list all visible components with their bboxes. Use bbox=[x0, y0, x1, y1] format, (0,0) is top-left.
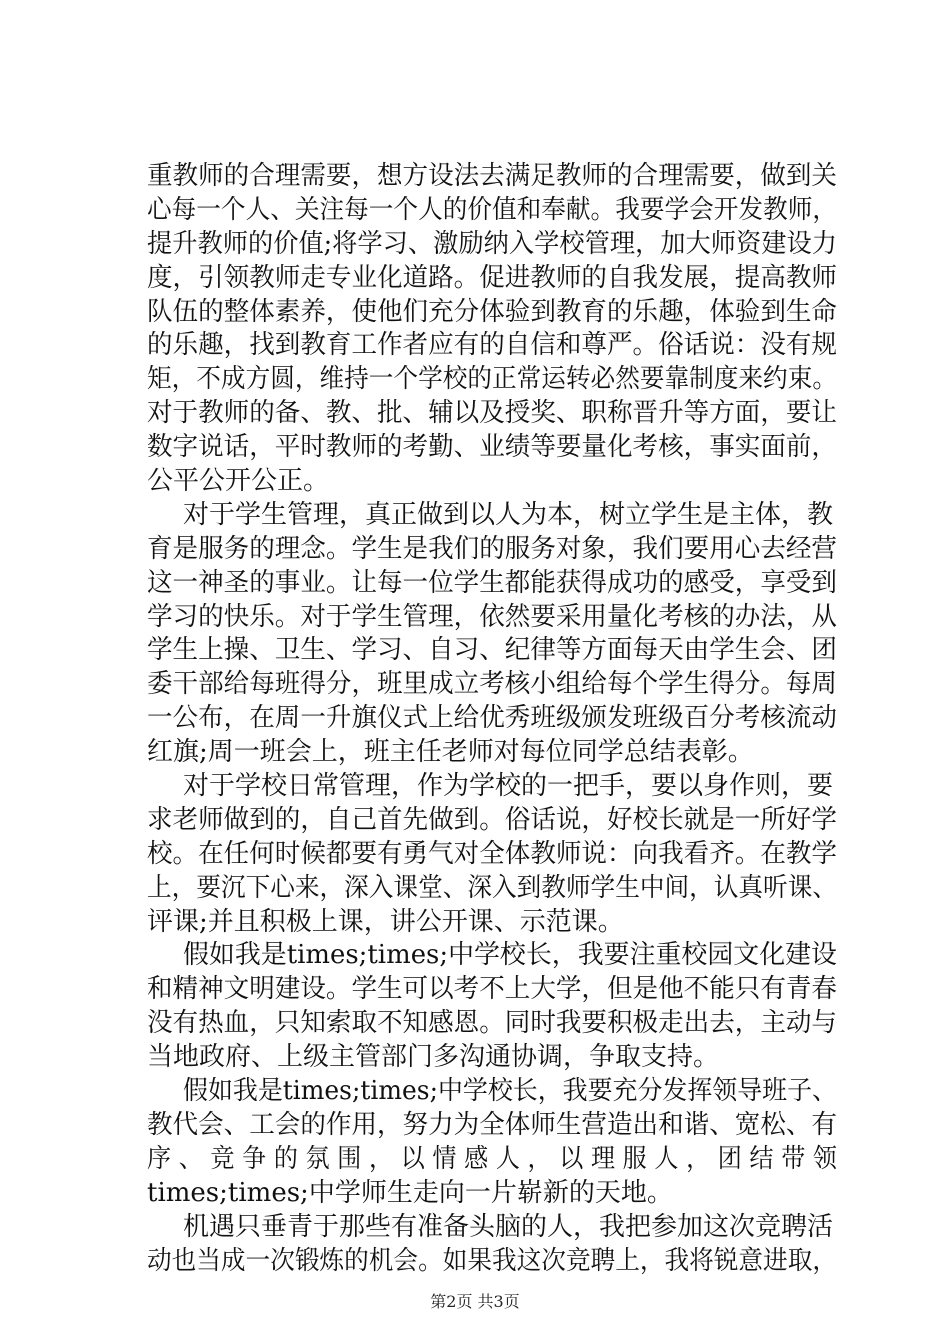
text-line: times;times;中学师生走向一片崭新的天地。 bbox=[147, 1177, 673, 1208]
text-line: 度，引领教师走专业化道路。促进教师的自我发展，提高教师 bbox=[147, 262, 837, 293]
paragraph-first-line: 对于学生管理，真正做到以人为本，树立学生是主体，教 bbox=[183, 499, 834, 530]
text-line: 学生上操、卫生、学习、自习、纪律等方面每天由学生会、团 bbox=[147, 635, 837, 666]
text-line: 一公布，在周一升旗仪式上给优秀班级颁发班级百分考核流动 bbox=[147, 703, 837, 734]
text-line: 红旗;周一班会上，班主任老师对每位同学总结表彰。 bbox=[147, 737, 754, 768]
text-line: 序 、 竞 争 的 氛 围 ， 以 情 感 人 ， 以 理 服 人 ， 团 结 带 领 bbox=[147, 1143, 837, 1174]
text-line: 重教师的合理需要，想方设法去满足教师的合理需要，做到关 bbox=[147, 161, 837, 191]
paragraph-first-line: 假如我是times;times;中学校长，我要注重校园文化建设 bbox=[183, 940, 837, 971]
body-text bbox=[147, 160, 837, 1278]
text-line: 当地政府、上级主管部门多沟通协调，争取支持。 bbox=[147, 1042, 720, 1073]
text-line: 上，要沉下心来，深入课堂、深入到教师学生中间，认真听课、 bbox=[147, 872, 837, 903]
paragraph-first-line: 机遇只垂青于那些有准备头脑的人，我把参加这次竞聘活 bbox=[183, 1211, 834, 1242]
text-line: 动也当成一次锻炼的机会。如果我这次竞聘上，我将锐意进取， bbox=[147, 1245, 837, 1276]
text-line: 提升教师的价值;将学习、激励纳入学校管理，加大师资建设力 bbox=[147, 228, 837, 259]
text-line: 求老师做到的，自己首先做到。俗话说，好校长就是一所好学 bbox=[147, 804, 837, 835]
text-line: 对于教师的备、教、批、辅以及授奖、职称晋升等方面，要让 bbox=[147, 398, 837, 429]
text-line: 矩，不成方圆，维持一个学校的正常运转必然要靠制度来约束。 bbox=[147, 364, 837, 395]
text-line: 这一神圣的事业。让每一位学生都能获得成功的感受，享受到 bbox=[147, 567, 837, 598]
text-line: 心每一个人、关注每一个人的价值和奉献。我要学会开发教师， bbox=[147, 194, 837, 225]
text-line: 队伍的整体素养，使他们充分体验到教育的乐趣，体验到生命 bbox=[147, 296, 837, 327]
text-line: 教代会、工会的作用，努力为全体师生营造出和谐、宽松、有 bbox=[147, 1109, 837, 1140]
text-line: 没有热血，只知索取不知感恩。同时我要积极走出去，主动与 bbox=[147, 1008, 837, 1039]
text-line: 数字说话，平时教师的考勤、业绩等要量化考核，事实面前， bbox=[147, 432, 837, 463]
page-footer: 第2页 共3页 bbox=[430, 1292, 520, 1311]
text-line: 和精神文明建设。学生可以考不上大学，但是他不能只有青春 bbox=[147, 974, 837, 1005]
text-line: 委干部给每班得分，班里成立考核小组给每个学生得分。每周 bbox=[147, 669, 837, 700]
text-line: 学习的快乐。对于学生管理，依然要采用量化考核的办法，从 bbox=[147, 601, 837, 632]
paragraph-first-line: 假如我是times;times;中学校长，我要充分发挥领导班子、 bbox=[183, 1076, 837, 1107]
text-line: 育是服务的理念。学生是我们的服务对象，我们要用心去经营 bbox=[147, 533, 837, 564]
paragraph-first-line: 对于学校日常管理，作为学校的一把手，要以身作则，要 bbox=[183, 771, 834, 802]
text-line: 公平公开公正。 bbox=[147, 466, 330, 497]
text-line: 的乐趣，找到教育工作者应有的自信和尊严。俗话说：没有规 bbox=[147, 330, 837, 361]
text-line: 校。在任何时候都要有勇气对全体教师说：向我看齐。在教学 bbox=[147, 838, 837, 869]
text-line: 评课;并且积极上课，讲公开课、示范课。 bbox=[147, 906, 624, 937]
